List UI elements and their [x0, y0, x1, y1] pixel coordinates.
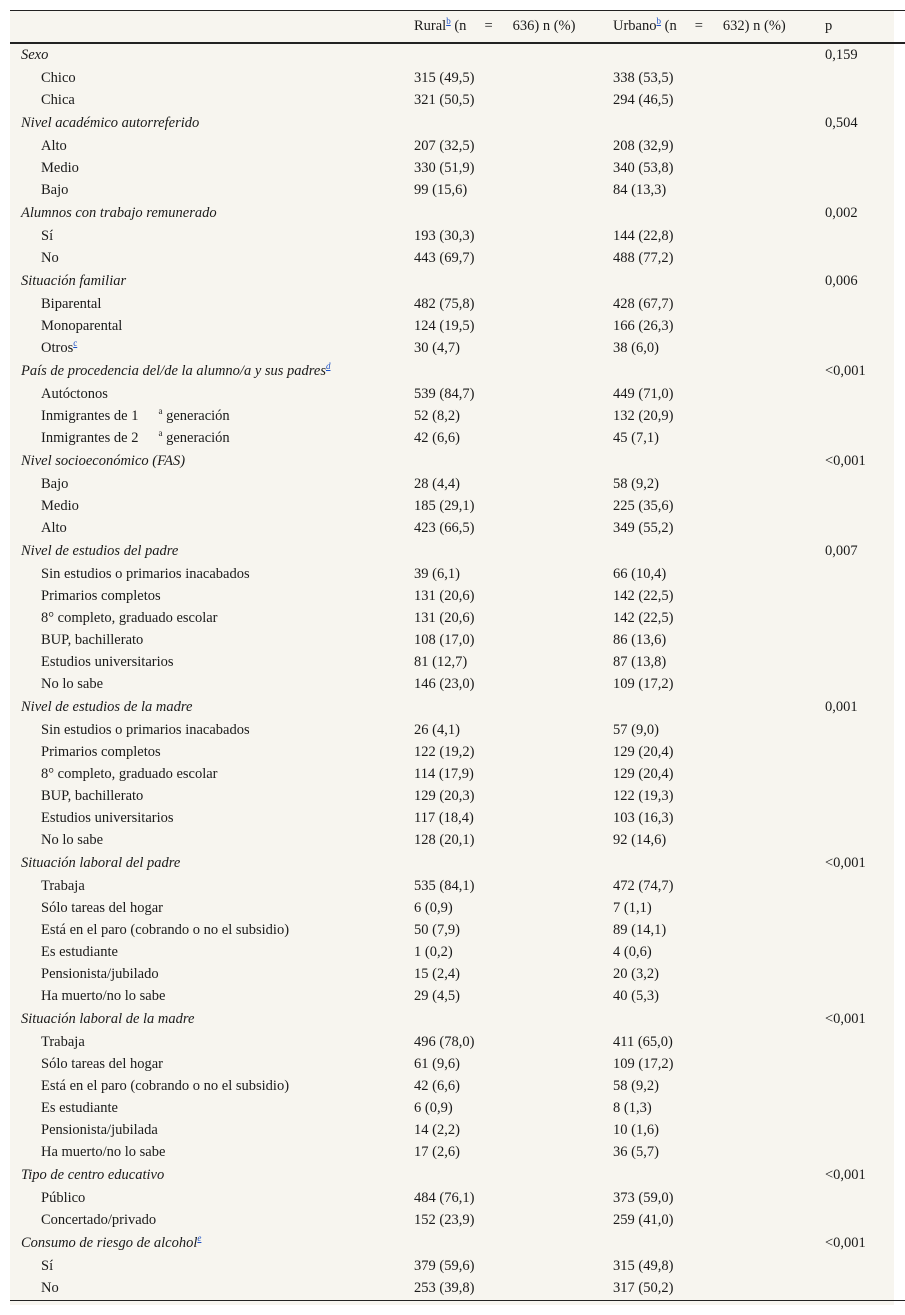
row-label: Sí — [41, 228, 54, 244]
table-row — [10, 1032, 905, 1054]
table-row — [10, 1076, 905, 1098]
table-row — [10, 248, 905, 270]
urbano-value: 472 (74,7) — [613, 878, 674, 894]
row-label: Sí — [41, 1258, 54, 1274]
urbano-value: 45 (7,1) — [613, 430, 659, 446]
rural-value: 114 (17,9) — [414, 766, 474, 782]
row-label: 8° completo, graduado escolar — [41, 766, 218, 782]
row-label: Primarios completos — [41, 744, 161, 760]
row-label: Autóctonos — [41, 386, 108, 402]
table-row — [10, 338, 905, 360]
table-row — [10, 720, 905, 742]
p-value: <0,001 — [825, 1167, 866, 1183]
header-p: p — [825, 11, 905, 43]
rural-value: 484 (76,1) — [414, 1190, 475, 1206]
group-row — [10, 1008, 905, 1032]
header-row — [10, 11, 905, 43]
row-label: Sin estudios o primarios inacabados — [41, 566, 250, 582]
table-row — [10, 518, 905, 540]
urbano-value: 8 (1,3) — [613, 1100, 652, 1116]
row-label: Chica — [41, 92, 75, 108]
table-row — [10, 1098, 905, 1120]
urbano-value: 4 (0,6) — [613, 944, 652, 960]
group-label: Alumnos con trabajo remunerado — [21, 205, 217, 221]
table-row — [10, 652, 905, 674]
table-row — [10, 1256, 905, 1278]
rural-value: 152 (23,9) — [414, 1212, 475, 1228]
header-rural: Rural$^b$ (n = 636) n (%) — [414, 11, 613, 43]
urbano-value: 428 (67,7) — [613, 296, 674, 312]
row-label: Es estudiante — [41, 1100, 118, 1116]
row-label: Concertado/privado — [41, 1212, 157, 1228]
row-label: Estudios universitarios — [41, 654, 174, 670]
row-label: Está en el paro (cobrando o no el subsidio) — [41, 1078, 290, 1094]
rural-value: 321 (50,5) — [414, 92, 475, 108]
group-row — [10, 852, 905, 876]
rural-value: 496 (78,0) — [414, 1034, 475, 1050]
rural-value: 1 (0,2) — [414, 944, 453, 960]
rural-value: 42 (6,6) — [414, 430, 460, 446]
table-row — [10, 1054, 905, 1076]
urbano-value: 38 (6,0) — [613, 340, 659, 356]
row-label: Biparental — [41, 296, 102, 312]
group-row — [10, 1232, 905, 1256]
rural-value: 193 (30,3) — [414, 228, 475, 244]
rural-value: 131 (20,6) — [414, 588, 475, 604]
table-row — [10, 808, 905, 830]
rural-value: 185 (29,1) — [414, 498, 475, 514]
table-row — [10, 786, 905, 808]
p-value: <0,001 — [825, 855, 866, 871]
group-row — [10, 43, 905, 68]
table-row — [10, 406, 905, 428]
table-panel — [10, 10, 894, 1305]
rural-value: 30 (4,7) — [414, 340, 460, 356]
table-row — [10, 180, 905, 202]
group-row — [10, 540, 905, 564]
rural-value: 26 (4,1) — [414, 722, 460, 738]
table-row — [10, 876, 905, 898]
rural-value: 146 (23,0) — [414, 676, 475, 692]
rural-value: 6 (0,9) — [414, 1100, 453, 1116]
urbano-value: 225 (35,6) — [613, 498, 674, 514]
group-label: País de procedencia del/de la alumno/a y sus padres$^d$ — [21, 361, 331, 379]
group-label: Tipo de centro educativo — [21, 1167, 165, 1183]
urbano-value: 132 (20,9) — [613, 408, 674, 424]
rural-value: 379 (59,6) — [414, 1258, 475, 1274]
row-label: Ha muerto/no lo sabe — [41, 988, 166, 1004]
row-label: No — [10, 1278, 414, 1301]
urbano-value: 20 (3,2) — [613, 966, 659, 982]
urbano-value: 36 (5,7) — [613, 1144, 659, 1160]
rural-value: 117 (18,4) — [414, 810, 474, 826]
table-row — [10, 474, 905, 496]
urbano-value: 449 (71,0) — [613, 386, 674, 402]
urbano-value: 40 (5,3) — [613, 988, 659, 1004]
table-row — [10, 586, 905, 608]
p-value: 0,006 — [825, 273, 858, 289]
group-label: Situación laboral de la madre — [21, 1011, 195, 1027]
rural-value: 17 (2,6) — [414, 1144, 460, 1160]
rural-value: 61 (9,6) — [414, 1056, 460, 1072]
urbano-value: 10 (1,6) — [613, 1122, 659, 1138]
urbano-value: 92 (14,6) — [613, 832, 667, 848]
row-label: Inmigrantes de 2 $^a$ generación — [41, 428, 230, 446]
group-label: Nivel académico autorreferido — [21, 115, 200, 131]
row-label: BUP, bachillerato — [41, 788, 144, 804]
table-row — [10, 1188, 905, 1210]
table-row — [10, 564, 905, 586]
table-row — [10, 964, 905, 986]
table-row — [10, 1142, 905, 1164]
p-value: 0,002 — [825, 205, 858, 221]
header-variable — [10, 11, 414, 43]
table-body — [10, 43, 905, 1301]
header-urbano: Urbano$^b$ (n = 632) n (%) — [613, 11, 825, 43]
ordinal-mark: a — [158, 406, 163, 417]
table-row — [10, 1278, 905, 1301]
rural-value: 124 (19,5) — [414, 318, 475, 334]
urbano-value: 57 (9,0) — [613, 722, 659, 738]
urbano-value: 84 (13,3) — [613, 182, 667, 198]
p-value: <0,001 — [825, 1235, 866, 1251]
row-label: Medio — [41, 498, 79, 514]
urbano-value: 129 (20,4) — [613, 766, 674, 782]
urbano-value: 109 (17,2) — [613, 1056, 674, 1072]
footnote-link-c[interactable]: c — [73, 338, 78, 349]
table-row — [10, 136, 905, 158]
table-row — [10, 742, 905, 764]
group-label: Consumo de riesgo de alcohol$^e$ — [21, 1233, 202, 1251]
row-label: Alto — [41, 138, 67, 154]
urbano-value: 338 (53,5) — [613, 70, 674, 86]
row-label: BUP, bachillerato — [41, 632, 144, 648]
row-label: Ha muerto/no lo sabe — [41, 1144, 166, 1160]
ordinal-mark: a — [158, 428, 163, 439]
rural-value: 42 (6,6) — [414, 1078, 460, 1094]
group-row — [10, 696, 905, 720]
group-label: Situación familiar — [21, 273, 127, 289]
table-row — [10, 608, 905, 630]
row-label: No lo sabe — [41, 832, 104, 848]
row-label: Trabaja — [41, 878, 85, 894]
row-label: Estudios universitarios — [41, 810, 174, 826]
urbano-value: 7 (1,1) — [613, 900, 652, 916]
group-row — [10, 112, 905, 136]
rural-value: 535 (84,1) — [414, 878, 475, 894]
footnote-link-d[interactable]: d — [325, 361, 331, 372]
group-row — [10, 1164, 905, 1188]
p-value: 0,504 — [825, 115, 858, 131]
group-row — [10, 450, 905, 474]
row-label: No lo sabe — [41, 676, 104, 692]
p-value: 0,001 — [825, 699, 858, 715]
rural-value: 108 (17,0) — [414, 632, 475, 648]
row-label: Pensionista/jubilado — [41, 966, 159, 982]
rural-value: 14 (2,2) — [414, 1122, 460, 1138]
urbano-value: 89 (14,1) — [613, 922, 667, 938]
p-value: <0,001 — [825, 453, 866, 469]
p-value: <0,001 — [825, 363, 866, 379]
urbano-value: 87 (13,8) — [613, 654, 667, 670]
rural-value: 443 (69,7) — [414, 250, 475, 266]
rural-value: 207 (32,5) — [414, 138, 475, 154]
urbano-value: 208 (32,9) — [613, 138, 674, 154]
group-row — [10, 202, 905, 226]
p-value: <0,001 — [825, 1011, 866, 1027]
urbano-value: 144 (22,8) — [613, 228, 674, 244]
urbano-value: 349 (55,2) — [613, 520, 674, 536]
rural-value: 330 (51,9) — [414, 160, 475, 176]
rural-value: 39 (6,1) — [414, 566, 460, 582]
urbano-value: 109 (17,2) — [613, 676, 674, 692]
rural-value: 539 (84,7) — [414, 386, 475, 402]
table-row — [10, 764, 905, 786]
row-label: Trabaja — [41, 1034, 85, 1050]
rural-value: 29 (4,5) — [414, 988, 460, 1004]
row-label: 8° completo, graduado escolar — [41, 610, 218, 626]
group-label: Nivel de estudios de la madre — [21, 699, 193, 715]
urbano-value: 122 (19,3) — [613, 788, 674, 804]
rural-value: 122 (19,2) — [414, 744, 475, 760]
group-label: Nivel socioeconómico (FAS) — [21, 453, 186, 469]
table-row — [10, 384, 905, 406]
urbano-value: 317 (50,2) — [613, 1278, 825, 1301]
table-row — [10, 496, 905, 518]
rural-value: 81 (12,7) — [414, 654, 468, 670]
rural-value: 28 (4,4) — [414, 476, 460, 492]
header-urbano-label: Urbano — [613, 17, 657, 34]
row-label: Sólo tareas del hogar — [41, 1056, 164, 1072]
header-rural-label: Rural — [414, 17, 447, 34]
urbano-value: 58 (9,2) — [613, 476, 659, 492]
rural-value: 253 (39,8) — [414, 1278, 613, 1301]
table-row — [10, 942, 905, 964]
urbano-value: 315 (49,8) — [613, 1258, 674, 1274]
footnote-link-b[interactable]: b — [656, 15, 661, 26]
table-row — [10, 1210, 905, 1232]
group-label: Nivel de estudios del padre — [21, 543, 179, 559]
row-label: Está en el paro (cobrando o no el subsidio) — [41, 922, 290, 938]
rural-value: 129 (20,3) — [414, 788, 475, 804]
rural-value: 131 (20,6) — [414, 610, 475, 626]
urbano-value: 294 (46,5) — [613, 92, 674, 108]
rural-value: 52 (8,2) — [414, 408, 460, 424]
row-label: Pensionista/jubilada — [41, 1122, 158, 1138]
urbano-value: 103 (16,3) — [613, 810, 674, 826]
footnote-link-e[interactable]: e — [197, 1233, 202, 1244]
row-label: Sin estudios o primarios inacabados — [41, 722, 250, 738]
p-value: 0,007 — [825, 543, 858, 559]
table-row — [10, 1120, 905, 1142]
rural-value: 99 (15,6) — [414, 182, 468, 198]
urbano-value: 58 (9,2) — [613, 1078, 659, 1094]
row-label: Bajo — [41, 182, 69, 198]
table-row — [10, 226, 905, 248]
p-value: 0,159 — [825, 47, 858, 63]
row-label: Primarios completos — [41, 588, 161, 604]
urbano-value: 86 (13,6) — [613, 632, 667, 648]
table-row — [10, 316, 905, 338]
table-row — [10, 90, 905, 112]
urbano-value: 142 (22,5) — [613, 588, 674, 604]
rural-value: 15 (2,4) — [414, 966, 460, 982]
group-label: Sexo — [21, 47, 49, 63]
row-label: Alto — [41, 520, 67, 536]
urbano-value: 373 (59,0) — [613, 1190, 674, 1206]
table-row — [10, 428, 905, 450]
urbano-value: 411 (65,0) — [613, 1034, 673, 1050]
table-row — [10, 920, 905, 942]
table-row — [10, 294, 905, 316]
urbano-value: 166 (26,3) — [613, 318, 674, 334]
row-label: Bajo — [41, 476, 69, 492]
row-label: Medio — [41, 160, 79, 176]
group-row — [10, 270, 905, 294]
urbano-value: 129 (20,4) — [613, 744, 674, 760]
table-row — [10, 830, 905, 852]
rural-value: 315 (49,5) — [414, 70, 475, 86]
rural-value: 482 (75,8) — [414, 296, 475, 312]
urbano-value: 340 (53,8) — [613, 160, 674, 176]
row-label: Público — [41, 1190, 86, 1206]
urbano-value: 66 (10,4) — [613, 566, 667, 582]
table-row — [10, 68, 905, 90]
rural-value: 128 (20,1) — [414, 832, 475, 848]
group-label: Situación laboral del padre — [21, 855, 181, 871]
table-row — [10, 630, 905, 652]
group-row — [10, 360, 905, 384]
table-row — [10, 986, 905, 1008]
row-label: Es estudiante — [41, 944, 118, 960]
row-label: Inmigrantes de 1 $^a$ generación — [41, 406, 230, 424]
data-table — [10, 10, 905, 1301]
row-label: Monoparental — [41, 318, 123, 334]
urbano-value: 259 (41,0) — [613, 1212, 674, 1228]
table-row — [10, 158, 905, 180]
row-label: Sólo tareas del hogar — [41, 900, 164, 916]
row-label: Otros$^c$ — [41, 338, 78, 356]
rural-value: 423 (66,5) — [414, 520, 475, 536]
row-label: Chico — [41, 70, 76, 86]
table-row — [10, 674, 905, 696]
urbano-value: 488 (77,2) — [613, 250, 674, 266]
table-row — [10, 898, 905, 920]
rural-value: 50 (7,9) — [414, 922, 460, 938]
urbano-value: 142 (22,5) — [613, 610, 674, 626]
row-label: No — [41, 250, 59, 266]
footnote-link-b[interactable]: b — [446, 15, 451, 26]
rural-value: 6 (0,9) — [414, 900, 453, 916]
